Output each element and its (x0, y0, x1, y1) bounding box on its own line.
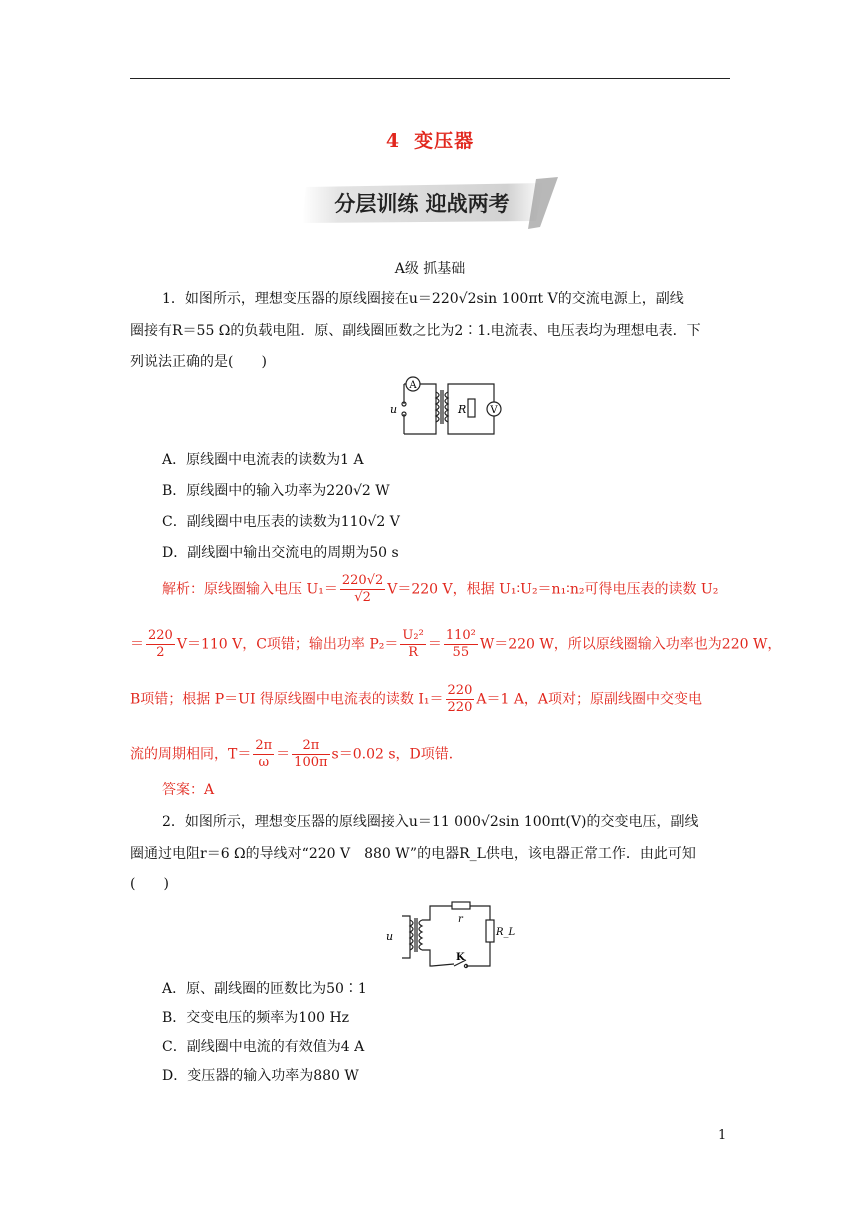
q2-switch-label: K (456, 952, 465, 963)
analysis1-text: 解析：原线圈输入电压 U₁＝ (162, 581, 338, 598)
q2-resistor-label: r (458, 914, 463, 925)
source-label: u (390, 403, 398, 416)
q2-stem-line-2: 圈通过电阻r＝6 Ω的导线对“220 V 880 W”的电器R_L供电，该电器正常工作．由此可知 (130, 846, 696, 862)
fraction: $\frac{\text{U₂²}}{R}$ (402, 628, 424, 660)
analysis1-line-4 (130, 738, 463, 771)
q2-option-a: A．原、副线圈的匝数比为50∶1 (162, 981, 367, 997)
voltmeter-label: V (490, 405, 498, 416)
analysis1-line-3 (130, 683, 702, 716)
q2-source-label: u (386, 930, 394, 943)
q1-stem-line-3: 列说法正确的是( ) (130, 354, 267, 370)
analysis1-text: ＝ (130, 636, 144, 653)
q2-load-label: R_L (496, 927, 516, 938)
analysis1-text: B项错；根据 P＝UI 得原线圈中电流表的读数 I₁＝ (130, 691, 444, 708)
q1-option-d: D．副线圈中输出交流电的周期为50 s (162, 545, 399, 561)
fraction: $\frac{220√2}{√2}$ (341, 573, 384, 605)
page-title (0, 126, 860, 153)
q2-circuit-diagram (382, 900, 516, 972)
q1-option-b: B．原线圈中的输入功率为220√2 W (162, 483, 390, 499)
analysis1-text: ＝ (276, 746, 291, 763)
analysis1-text: V＝110 V，C项错；输出功率 P₂＝ (176, 636, 399, 653)
q2-option-d: D．变压器的输入功率为880 W (162, 1068, 359, 1084)
fraction: $\frac{\text{110²}}{55}$ (445, 628, 476, 660)
q1-stem-line-1: 1．如图所示，理想变压器的原线圈接在u＝220√2sin 100πt V的交流电源上，副线 (162, 291, 684, 307)
q2-stem-line-3: ( ) (130, 876, 169, 892)
q1-stem-line-2: 圈接有R＝55 Ω的负载电阻．原、副线圈匝数之比为2∶1.电流表、电压表均为理想电表．下 (130, 323, 701, 339)
answer-1: 答案：A (162, 782, 215, 798)
q2-stem-line-1: 2．如图所示，理想变压器的原线圈接入u＝11 000√2sin 100πt(V)的交变电压，副线 (162, 814, 699, 830)
banner (300, 175, 562, 231)
fraction: $\frac{220}{220}$ (447, 683, 473, 715)
analysis1-text: W＝220 W，所以原线圈输入功率也为220 W， (479, 636, 782, 653)
analysis1-line-2 (130, 628, 781, 661)
fraction: $\frac{220}{2}$ (148, 628, 173, 660)
fraction: $\frac{2\pi}{100\pi}$ (294, 738, 328, 770)
q2-option-b: B．交变电压的频率为100 Hz (162, 1010, 350, 1026)
ammeter-label: A (409, 380, 417, 391)
analysis1-text: s＝0.02 s，D项错． (331, 746, 463, 763)
analysis1-text: ＝ (427, 636, 442, 653)
analysis1-text: V＝220 V，根据 U₁∶U₂＝n₁∶n₂可得电压表的读数 U₂ (387, 581, 719, 598)
q2-option-c: C．副线圈中电流的有效值为4 A (162, 1039, 365, 1055)
analysis1-text: A＝1 A，A项对；原副线圈中交变电 (476, 691, 703, 708)
header-rule (130, 78, 730, 79)
banner-text: 分层训练 迎战两考 (334, 192, 510, 216)
section-heading: A级 抓基础 (394, 261, 466, 277)
fraction: $\frac{2\pi}{\omega}$ (255, 738, 273, 770)
analysis1-line-1 (162, 573, 718, 606)
resistor-label: R (458, 403, 467, 416)
chapter-number: 4 (385, 130, 401, 152)
q1-option-c: C．副线圈中电压表的读数为110√2 V (162, 514, 400, 530)
analysis1-text: 流的周期相同，T＝ (130, 746, 252, 763)
q1-option-a: A．原线圈中电流表的读数为1 A (162, 452, 364, 468)
chapter-title: 变压器 (414, 130, 475, 152)
q1-circuit-diagram (386, 374, 506, 442)
page-number: 1 (718, 1128, 727, 1143)
